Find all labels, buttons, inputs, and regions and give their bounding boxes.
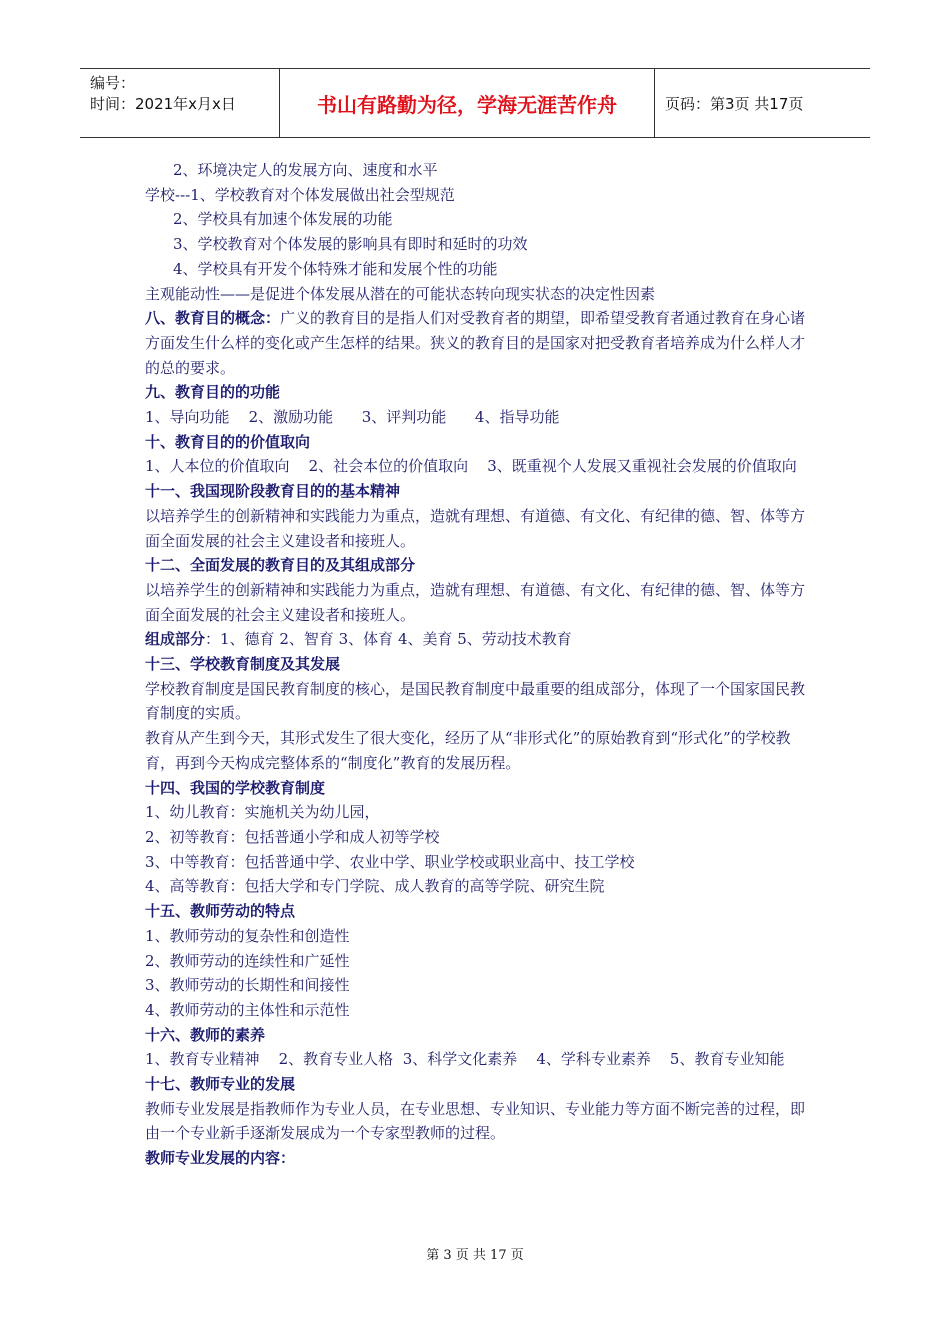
section-text: 1、人本位的价值取向 2、社会本位的价值取向 3、既重视个人发展又重视社会发展的价值取向	[145, 457, 797, 476]
list-item: 2、教师劳动的连续性和广延性	[145, 951, 350, 970]
page-footer: 第 3 页 共 17 页	[426, 1248, 524, 1263]
section-text: 1、导向功能 2、激励功能 3、评判功能 4、指导功能	[145, 408, 560, 427]
subsection-heading: 教师专业发展的内容：	[145, 1149, 296, 1168]
text-line: 主观能动性——是促进个体发展从潜在的可能状态转向现实状态的决定性因素	[145, 284, 656, 303]
section-text: 学校教育制度是国民教育制度的核心，是国民教育制度中最重要的组成部分，体现了一个国家国民教育制度的实质。	[145, 679, 806, 723]
components-line	[145, 627, 815, 652]
text-line: 学校---1、学校教育对个体发展做出社会型规范	[145, 185, 455, 204]
number-label: 编号：	[90, 74, 136, 92]
document-body	[145, 158, 815, 1171]
text-line: 4、学校具有开发个体特殊才能和发展个性的功能	[173, 259, 498, 278]
list-item: 2、初等教育：包括普通小学和成人初等学校	[145, 827, 440, 846]
section-heading: 十四、我国的学校教育制度	[145, 778, 326, 797]
section-text: 以培养学生的创新精神和实践能力为重点，造就有理想、有道德、有文化、有纪律的德、智、体等方面全面发展的社会主义建设者和接班人。	[145, 506, 806, 550]
text-line: 3、学校教育对个体发展的影响具有即时和延时的功效	[173, 235, 528, 254]
page-header	[80, 68, 870, 138]
list-item: 3、教师劳动的长期性和间接性	[145, 976, 350, 995]
header-motto: 书山有路勤为径，学海无涯苦作舟	[280, 69, 655, 137]
section-heading: 十三、学校教育制度及其发展	[145, 655, 341, 674]
header-page-info: 页码：第3页 共17页	[665, 94, 804, 113]
list-item: 1、幼儿教育：实施机关为幼儿园，	[145, 803, 380, 822]
section-heading: 十六、教师的素养	[145, 1025, 266, 1044]
components-label: 组成部分	[145, 630, 206, 649]
section-heading: 十一、我国现阶段教育目的的基本精神	[145, 482, 401, 501]
section-heading: 十二、全面发展的教育目的及其组成部分	[145, 556, 416, 575]
section-heading: 九、教育目的的功能	[145, 383, 281, 402]
text-line: 2、环境决定人的发展方向、速度和水平	[173, 161, 438, 179]
section-heading: 十、教育目的的价值取向	[145, 432, 311, 451]
section-text: 教师专业发展是指教师作为专业人员，在专业思想、专业知识、专业能力等方面不断完善的过程，即由一个专业新手逐渐发展成为一个专家型教师的过程。	[145, 1099, 806, 1143]
section-heading: 八、教育目的概念：	[145, 309, 281, 328]
section-text: 广义的教育目的是指人们对受教育者的期望，即希望受教育者通过教育在身心诸方面发生什么样的变化或产生怎样的结果。狭义的教育目的是国家对把受教育者培养成为什么样人才的总的要求。	[145, 309, 806, 377]
section-text: 1、教育专业精神 2、教育专业人格 3、科学文化素养 4、学科专业素养 5、教育专业知能	[145, 1050, 785, 1069]
section-text: 以培养学生的创新精神和实践能力为重点，造就有理想、有道德、有文化、有纪律的德、智、体等方面全面发展的社会主义建设者和接班人。	[145, 580, 806, 624]
components-text: ：1、德育 2、智育 3、体育 4、美育 5、劳动技术教育	[205, 630, 572, 649]
text-line: 2、学校具有加速个体发展的功能	[173, 210, 393, 229]
list-item: 4、教师劳动的主体性和示范性	[145, 1000, 350, 1019]
date-label: 时间：2021年x月x日	[90, 95, 236, 113]
section-heading: 十七、教师专业的发展	[145, 1075, 296, 1094]
section-heading: 十五、教师劳动的特点	[145, 902, 296, 921]
list-item: 3、中等教育：包括普通中学、农业中学、职业学校或职业高中、技工学校	[145, 852, 635, 871]
section-text: 教育从产生到今天，其形式发生了很大变化，经历了从“非形式化”的原始教育到“形式化”的学校教育，再到今天构成完整体系的“制度化”教育的发展历程。	[145, 729, 791, 772]
list-item: 1、教师劳动的复杂性和创造性	[145, 926, 350, 945]
list-item: 4、高等教育：包括大学和专门学院、成人教育的高等学院、研究生院	[145, 877, 605, 896]
section-8	[145, 306, 815, 380]
header-meta	[80, 69, 280, 137]
